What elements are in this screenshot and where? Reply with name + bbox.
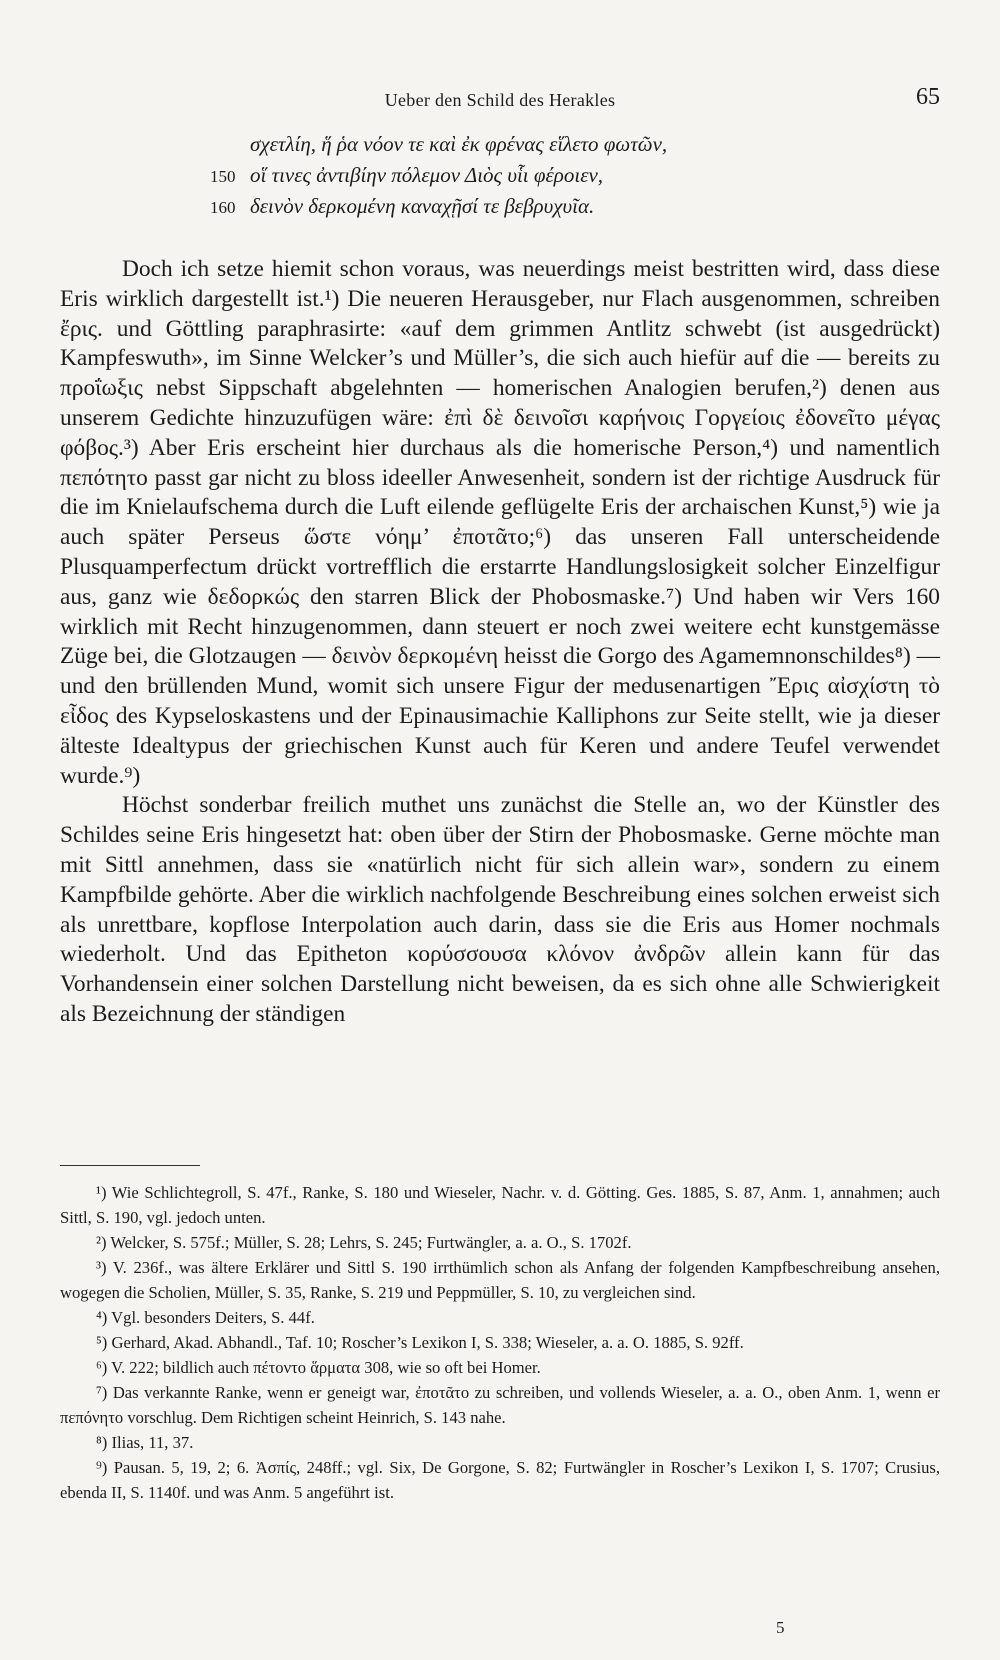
verse-text: οἵ τινες ἀντιβίην πόλεμον Διὸς υἷι φέροιεν, (250, 163, 604, 187)
page-number: 65 (916, 84, 940, 110)
footnote: ⁶) V. 222; bildlich auch πέτοντο ἅρματα 308, wie so oft bei Homer. (96, 1358, 541, 1377)
verse-text: σχετλίη, ἥ ῥα νόον τε καὶ ἐκ φρένας εἵλετο φωτῶν, (250, 132, 668, 156)
footnote: ³) V. 236f., was ältere Erklärer und Sittl S. 190 irrthümlich schon als Anfang der folgenden Kampfbeschreibung ansehen, wogegen die Scholien, Müller, S. 35, Ranke, S. 219 und Peppmüller, S. 10, zu vergleichen sind. (60, 1258, 940, 1302)
body-text (60, 255, 940, 1030)
footnote-rule (60, 1165, 200, 1166)
paragraph: Höchst sonderbar freilich muthet uns zunächst die Stelle an, wo der Künstler des Schildes seine Eris hingesetzt hat: oben über der Stirn der Phobosmaske. Gerne möchte man mit Sittl annehmen, dass sie «natürlich nicht für sich allein war», sondern zu einem Kampfbilde gehörte. Aber die wirklich nachfolgende Beschreibung eines solchen erweist sich als unrettbare, kopflose Interpolation auch darin, dass sie die Eris aus Homer nochmals wiederholt. Und das Epitheton κορύσσουσα κλόνον ἀνδρῶν allein kann für das Vorhandensein einer solchen Darstellung nicht beweisen, da es sich ohne alle Schwierigkeit als Bezeichnung der ständigen (60, 792, 940, 1027)
running-head (60, 84, 940, 114)
footnote: ⁸) Ilias, 11, 37. (96, 1433, 194, 1452)
footnote: ⁵) Gerhard, Akad. Abhandl., Taf. 10; Roscher’s Lexikon I, S. 338; Wieseler, a. a. O. 1885, S. 92ff. (96, 1333, 744, 1352)
footnote: ⁷) Das verkannte Ranke, wenn er geneigt war, ἐποτᾶτο zu schreiben, und vollends Wieseler, a. a. O., oben Anm. 1, wenn er πεπόνητο vorschlug. Dem Richtigen scheint Heinrich, S. 143 nahe. (60, 1383, 940, 1427)
verse-line (210, 194, 850, 225)
running-title: Ueber den Schild des Herakles (384, 90, 616, 110)
footnote: ²) Welcker, S. 575f.; Müller, S. 28; Lehrs, S. 245; Furtwängler, a. a. O., S. 1702f. (96, 1233, 632, 1252)
footnote: ¹) Wie Schlichtegroll, S. 47f., Ranke, S. 180 und Wieseler, Nachr. v. d. Götting. Ges. 1885, S. 87, Anm. 1, annahmen; auch Sittl, S. 190, vgl. jedoch unten. (60, 1183, 940, 1227)
footnote: ⁹) Pausan. 5, 19, 2; 6. Ἀσπίς, 248ff.; vgl. Six, De Gorgone, S. 82; Furtwängler in Roscher’s Lexikon I, S. 1707; Crusius, ebenda II, S. 1140f. und was Anm. 5 angeführt ist. (60, 1458, 940, 1502)
paragraph: Doch ich setze hiemit schon voraus, was neuerdings meist bestritten wird, dass diese Eris wirklich dargestellt ist.¹) Die neueren Herausgeber, nur Flach ausgenommen, schreiben ἔρις. und Göttling paraphrasirte: «auf dem grimmen Antlitz schwebt (ist ausgedrückt) Kampfeswuth», im Sinne Welcker’s und Müller’s, die sich auch hiefür auf die — bereits zu προΐωξις nebst Sippschaft abgelehnten — homerischen Analogien berufen,²) denen aus unserem Gedichte hinzuzufügen wäre: ἐπὶ δὲ δεινοῖσι καρήνοις Γοργείοις ἐδονεῖτο μέγας φόβος.³) Aber Eris erscheint hier durchaus als die homerische Person,⁴) und namentlich πεπότητο passt gar nicht zu bloss ideeller Anwesenheit, sondern ist der richtige Ausdruck für die im Knielaufschema durch die Luft eilende geflügelte Eris der archaischen Kunst,⁵) wie ja auch später Perseus ὥστε νόημ’ ἐποτᾶτο;⁶) das unseren Fall unterscheidende Plusquamperfectum drückt vortrefflich die erstarrte Handlungslosigkeit solcher Einzelfigur aus, ganz wie δεδορκώς den starren Blick der Phobosmaske.⁷) Und haben wir Vers 160 wirklich mit Recht hinzugenommen, dann steuert er noch zwei weitere echt kunstgemässe Züge bei, die Glotzaugen — δεινὸν δερκομένη heisst die Gorgo des Agamemnonschildes⁸) — und den brüllenden Mund, womit sich unsere Figur der medusenartigen Ἔρις αἰσχίστη τὸ εἶδος des Kypseloskastens und der Epinausimachie Kalliphons zur Seite stellt, wie ja dieser älteste Idealtypus der griechischen Kunst auch für Keren und andere Teufel verwendet wurde.⁹) (60, 256, 940, 789)
verse-text: δεινὸν δερκομένη καναχῇσί τε βεβρυχυῖα. (250, 194, 595, 218)
verse-number: 160 (210, 198, 236, 217)
verse-line (210, 132, 850, 163)
verse-line (210, 163, 850, 194)
verse-quotation (210, 132, 850, 225)
verse-number: 150 (210, 167, 236, 186)
footnotes (60, 1180, 940, 1505)
footnote: ⁴) Vgl. besonders Deiters, S. 44f. (96, 1308, 315, 1327)
printer-signature: 5 (776, 1618, 785, 1637)
